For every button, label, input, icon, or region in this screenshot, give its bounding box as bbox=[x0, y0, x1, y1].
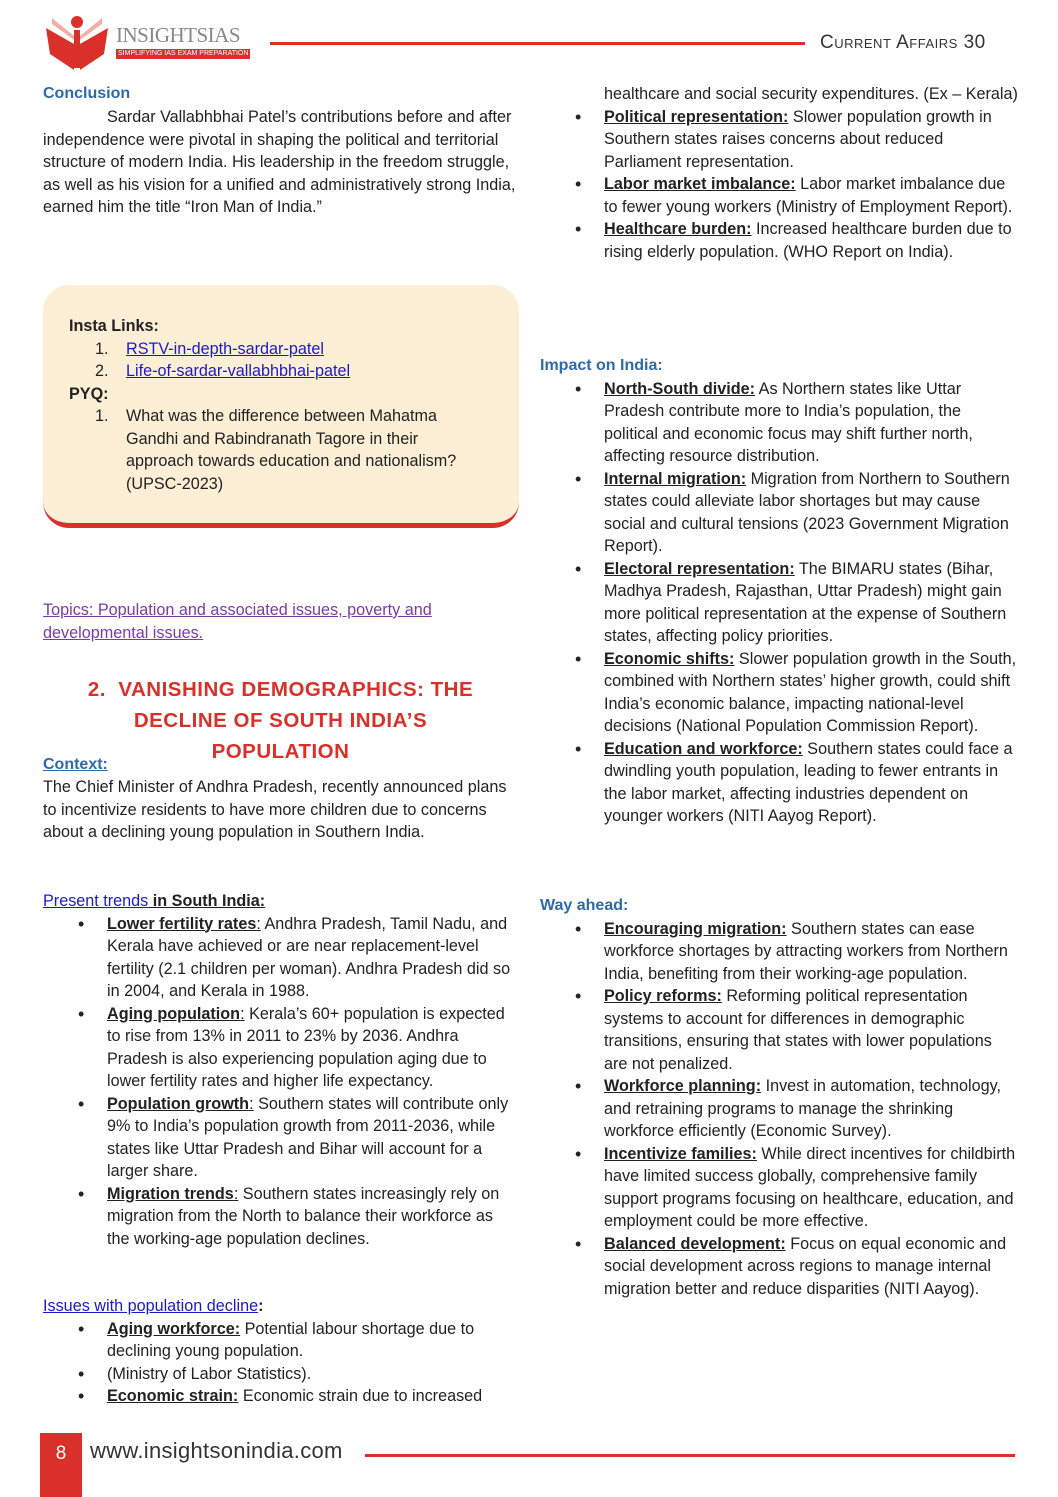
item-text: Labor market imbalance due to fewer young workers (Ministry of Employment Report). bbox=[604, 175, 1013, 216]
conclusion-heading: Conclusion bbox=[43, 85, 131, 102]
logo-tagline: SIMPLIFYING IAS EXAM PREPARATION bbox=[118, 50, 249, 57]
header-title: Current Affairs 30 bbox=[820, 32, 986, 53]
insta-link-2[interactable]: 2. Life-of-sardar-vallabhbhai-patel bbox=[95, 362, 351, 380]
keyword: Education and workforce: bbox=[604, 739, 803, 758]
item-text: Slower population growth in Southern states raises concerns about reduced Parliament representation. bbox=[604, 107, 992, 171]
keyword: Labor market imbalance: bbox=[604, 175, 796, 193]
list-item bbox=[540, 985, 1018, 1075]
separator: : bbox=[249, 1094, 254, 1113]
item-text: Migration from Northern to Southern states could alleviate labor shortages but may cause social and cultural tensions (2023 Government Migration Report). bbox=[604, 469, 1010, 555]
keyword: Incentivize families: bbox=[604, 1144, 757, 1163]
list-item bbox=[540, 558, 1018, 648]
list-item bbox=[43, 913, 518, 1003]
list-item bbox=[540, 738, 1018, 828]
impact-heading: Impact on India: bbox=[540, 357, 663, 374]
page-number-block bbox=[40, 1433, 82, 1497]
list-item bbox=[540, 468, 1018, 558]
present-trends-section bbox=[43, 890, 518, 1250]
item-text: Slower population growth in the South, combined with Northern states’ higher growth, could shift India’s economic balance, impacting national-level decisions (National Population Commission Report). bbox=[604, 649, 1017, 735]
item-text: Potential labour shortage due to declining young population. bbox=[107, 1319, 475, 1360]
item-text: As Northern states like Uttar Pradesh contribute more to India’s population, the political and economic focus may shift further north, affecting resource distribution. bbox=[604, 379, 973, 465]
item-text: The BIMARU states (Bihar, Madhya Pradesh, Rajasthan, Uttar Pradesh) might gain more political representation at the expense of Southern states, affecting policy priorities. bbox=[604, 559, 1007, 645]
list-item bbox=[43, 1183, 518, 1251]
item-text: Southern states could face a dwindling youth population, leading to fewer entrants in the labor market, affecting industries dependent on younger workers (NITI Aayog Report). bbox=[604, 739, 1013, 825]
issues-continued bbox=[540, 83, 1018, 263]
separator: : bbox=[240, 1004, 245, 1023]
pyq-heading: PYQ: bbox=[69, 384, 109, 403]
issues-list bbox=[43, 1318, 518, 1408]
footer-rule bbox=[365, 1454, 1015, 1457]
insta-link-1[interactable]: 1. RSTV-in-depth-sardar-patel bbox=[95, 339, 324, 358]
item-text: Southern states will contribute only 9% to India’s population growth from 2011-2036, while states like Uttar Pradesh and Bihar will account for a larger share. bbox=[107, 1094, 509, 1180]
keyword: Migration trends bbox=[107, 1184, 234, 1203]
logo-book-icon bbox=[44, 14, 112, 72]
item-text: Invest in automation, technology, and retraining programs to manage the shrinking workforce efficiently (Economic Survey). bbox=[604, 1077, 1002, 1140]
context-text: The Chief Minister of Andhra Pradesh, recently announced plans to incentivize residents to have more children due to concerns about a declining young population in Southern India. bbox=[43, 778, 507, 841]
list-item bbox=[43, 1385, 518, 1408]
keyword: Encouraging migration: bbox=[604, 919, 787, 938]
list-item bbox=[540, 1143, 1018, 1233]
item-text: Southern states increasingly rely on migration from the North to balance their workforce as the working-age population declines. bbox=[107, 1184, 500, 1248]
footer-url[interactable]: www.insightsonindia.com bbox=[90, 1438, 343, 1463]
way-ahead-list bbox=[540, 918, 1018, 1301]
keyword: Political representation: bbox=[604, 107, 789, 126]
logo-text: INSIGHTSIAS bbox=[116, 23, 241, 47]
pyq-item: 1. What was the difference between Mahatma Gandhi and Rabindranath Tagore in their approach towards education and nationalism? (UPSC-2023) bbox=[95, 407, 457, 493]
present-trends-heading: Present trends in South India: bbox=[43, 892, 266, 910]
item-text: Southern states can ease workforce shortages by attracting workers from Northern India, benefiting from their working-age population. bbox=[604, 919, 1008, 983]
item-text: Focus on equal economic and social development across regions to manage internal migration better and reduce disparities (NITI Aayog). bbox=[604, 1234, 1007, 1298]
keyword: Workforce planning: bbox=[604, 1077, 762, 1095]
issues-section bbox=[43, 1295, 518, 1408]
keyword: Economic shifts: bbox=[604, 649, 735, 668]
list-item bbox=[540, 106, 1018, 174]
list-item bbox=[43, 1363, 518, 1386]
separator: : bbox=[233, 1184, 239, 1203]
keyword: Economic strain: bbox=[107, 1387, 239, 1405]
issues-cont-text: healthcare and social security expenditures. (Ex – Kerala) bbox=[604, 85, 1018, 103]
impact-section bbox=[540, 355, 1018, 828]
list-item bbox=[540, 918, 1018, 986]
keyword: Lower fertility rates bbox=[107, 914, 257, 933]
impact-list bbox=[540, 378, 1018, 828]
keyword: Aging population bbox=[107, 1004, 241, 1023]
issues-cont-list bbox=[540, 106, 1018, 264]
header-rule bbox=[270, 42, 805, 45]
item-text: Economic strain due to increased bbox=[238, 1387, 483, 1405]
insta-links-box bbox=[43, 285, 519, 528]
list-item bbox=[540, 218, 1018, 263]
keyword: Healthcare burden: bbox=[604, 220, 752, 238]
way-ahead-section bbox=[540, 895, 1018, 1300]
issues-heading: Issues with population decline: bbox=[43, 1297, 264, 1315]
keyword: Policy reforms: bbox=[604, 987, 722, 1005]
keyword: Aging workforce: bbox=[107, 1319, 241, 1338]
list-item bbox=[43, 1093, 518, 1183]
keyword: Population growth bbox=[107, 1094, 250, 1113]
keyword: Electoral representation: bbox=[604, 559, 795, 578]
list-item bbox=[43, 1003, 518, 1093]
item-text: While direct incentives for childbirth have limited success globally, comprehensive family support programs focusing on healthcare, education, and employment could be more effective. bbox=[604, 1144, 1016, 1230]
list-item bbox=[540, 1233, 1018, 1301]
list-item bbox=[540, 173, 1018, 218]
list-item bbox=[540, 1075, 1018, 1143]
item-text: (Ministry of Labor Statistics). bbox=[107, 1364, 312, 1383]
keyword: Internal migration: bbox=[604, 469, 747, 488]
article-title: 2. VANISHING DEMOGRAPHICS: THE DECLINE OF SOUTH INDIA’S POPULATION bbox=[87, 678, 474, 763]
item-text: Kerala’s 60+ population is expected to rise from 13% in 2011 to 23% by 2036. Andhra Pradesh is also experiencing population aging due to lower fertility rates and higher life expectancy. bbox=[107, 1004, 505, 1090]
conclusion-text: Sardar Vallabhbhai Patel’s contributions before and after independence were pivotal in shaping the political and territorial structure of modern India. His leadership in the freedom struggle, as well as his vision for a unified and administratively strong India, earned him the title “Iron Man of India.” bbox=[43, 108, 516, 216]
page-number: 8 bbox=[55, 1443, 67, 1464]
item-text: Increased healthcare burden due to rising elderly population. (WHO Report on India). bbox=[604, 220, 1012, 261]
list-item bbox=[540, 378, 1018, 468]
keyword: North-South divide: bbox=[604, 379, 756, 398]
insta-links-heading: Insta Links: bbox=[69, 317, 159, 335]
present-trends-list bbox=[43, 913, 518, 1251]
list-item bbox=[43, 1318, 518, 1363]
way-ahead-heading: Way ahead: bbox=[540, 897, 629, 914]
separator: : bbox=[256, 914, 261, 933]
logo bbox=[44, 14, 249, 72]
item-text: Andhra Pradesh, Tamil Nadu, and Kerala have achieved or are near replacement-level fertility (2.1 children per woman). Andhra Pradesh did so in 2004, and Kerala in 1988. bbox=[107, 914, 511, 1000]
keyword: Balanced development: bbox=[604, 1234, 786, 1253]
list-item bbox=[540, 648, 1018, 738]
topics-link[interactable]: Topics: Population and associated issues, poverty and developmental issues. bbox=[43, 601, 432, 642]
item-text: Reforming political representation systems to account for differences in demographic transitions, ensuring that states with lower populations are not penalized. bbox=[604, 987, 992, 1073]
context-heading[interactable]: Context: bbox=[43, 756, 108, 773]
